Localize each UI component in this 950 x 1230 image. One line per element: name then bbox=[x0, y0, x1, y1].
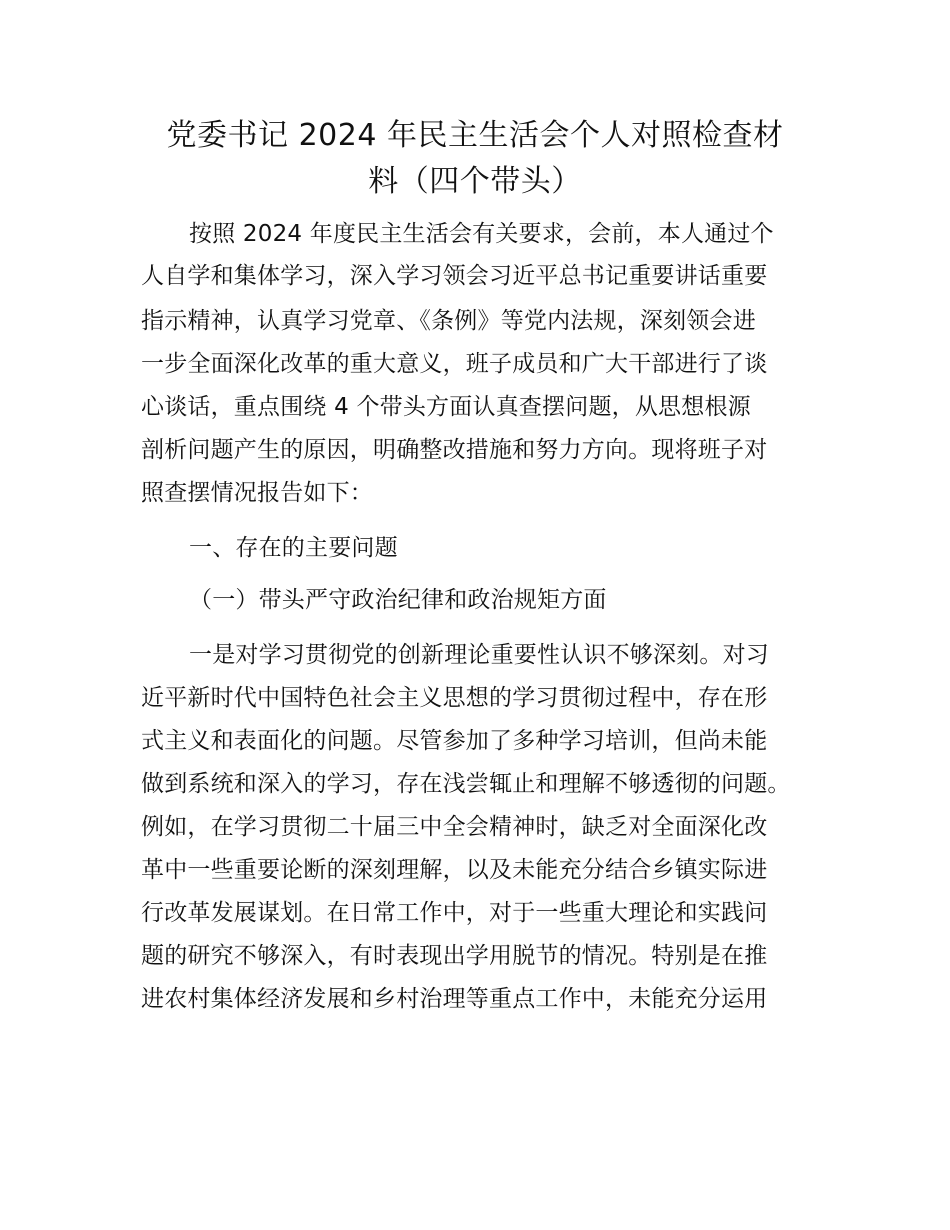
document-title-line-1: 党委书记 2024 年民主生活会个人对照检查材 bbox=[166, 118, 784, 153]
intro-paragraph-line: 剖析问题产生的原因，明确整改措施和努力方向。现将班子对 bbox=[141, 437, 768, 463]
body-paragraph-line: 进农村集体经济发展和乡村治理等重点工作中，未能充分运用 bbox=[141, 986, 768, 1012]
body-paragraph-line: 近平新时代中国特色社会主义思想的学习贯彻过程中，存在形 bbox=[141, 685, 768, 711]
subsection-heading: （一）带头严守政治纪律和政治规矩方面 bbox=[189, 587, 607, 613]
body-paragraph-line: 一是对学习贯彻党的创新理论重要性认识不够深刻。对习 bbox=[189, 642, 769, 668]
body-paragraph-line: 做到系统和深入的学习，存在浅尝辄止和理解不够透彻的问题。 bbox=[141, 771, 791, 797]
body-paragraph-line: 式主义和表面化的问题。尽管参加了多种学习培训，但尚未能 bbox=[141, 728, 768, 754]
section-heading: 一、存在的主要问题 bbox=[189, 535, 398, 561]
intro-paragraph-line: 照查摆情况报告如下： bbox=[141, 480, 373, 506]
intro-paragraph-line: 人自学和集体学习，深入学习领会习近平总书记重要讲话重要 bbox=[141, 263, 768, 289]
body-paragraph-line: 革中一些重要论断的深刻理解，以及未能充分结合乡镇实际进 bbox=[141, 857, 768, 883]
intro-paragraph-line: 按照 2024 年度民主生活会有关要求，会前，本人通过个 bbox=[189, 221, 774, 247]
intro-paragraph-line: 一步全面深化改革的重大意义，班子成员和广大干部进行了谈 bbox=[141, 351, 768, 377]
document-title-line-2: 料（四个带头） bbox=[368, 164, 582, 199]
body-paragraph-line: 题的研究不够深入，有时表现出学用脱节的情况。特别是在推 bbox=[141, 943, 768, 969]
intro-paragraph-line: 心谈话，重点围绕 4 个带头方面认真查摆问题，从思想根源 bbox=[141, 394, 751, 420]
body-paragraph-line: 行改革发展谋划。在日常工作中，对于一些重大理论和实践问 bbox=[141, 900, 768, 926]
intro-paragraph-line: 指示精神，认真学习党章、《条例》等党内法规，深刻领会进 bbox=[141, 308, 756, 334]
body-paragraph-line: 例如，在学习贯彻二十届三中全会精神时，缺乏对全面深化改 bbox=[141, 814, 768, 840]
